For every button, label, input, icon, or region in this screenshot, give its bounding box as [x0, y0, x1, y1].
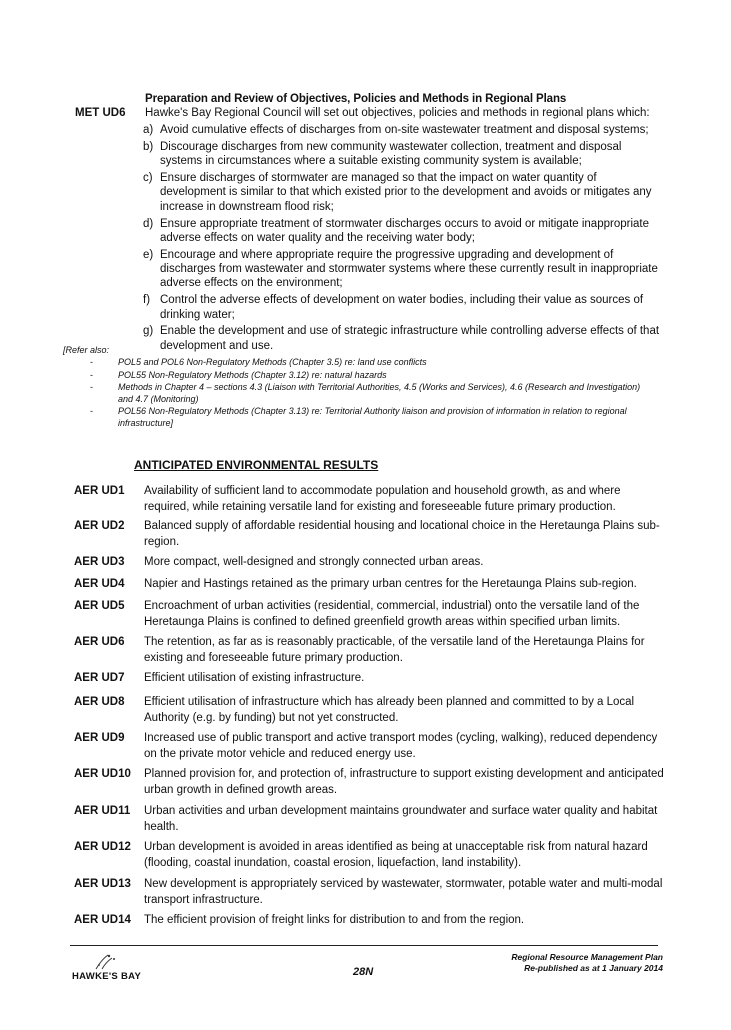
bullet-dash: - — [90, 406, 93, 417]
met-item-letter: e) — [143, 248, 154, 261]
aer-text: Encroachment of urban activities (residential, commercial, industrial) onto the versatile land of the Heretaunga Plains is confined to defined greenfield growth areas within specified urban limits. — [144, 600, 640, 628]
bullet-dash: - — [90, 369, 93, 380]
aer-code: AER UD4 — [74, 578, 125, 590]
aer-row — [74, 877, 664, 908]
met-item — [143, 140, 663, 169]
met-item-letter: a) — [143, 124, 154, 136]
met-item-letter: g) — [143, 325, 154, 338]
met-item-letter: c) — [143, 172, 153, 185]
hawkes-bay-logo — [72, 953, 152, 983]
met-item — [143, 123, 663, 137]
refer-item — [90, 406, 650, 429]
met-item-text: Ensure appropriate treatment of stormwater discharges occurs to avoid or mitigate inappropriate adverse effects on water quality and the receiving water body; — [160, 217, 649, 244]
aer-code: AER UD3 — [74, 556, 125, 568]
aer-row — [74, 599, 664, 630]
met-item-text: Discourage discharges from new community wastewater collection, treatment and disposal systems in circumstances where a suitable existing community system is available; — [160, 140, 622, 168]
republished-date: Re-published as at 1 January 2014 — [524, 963, 663, 973]
refer-item — [90, 370, 650, 382]
aer-row — [74, 695, 664, 726]
met-item-letter: d) — [143, 217, 154, 230]
aer-code: AER UD8 — [74, 696, 125, 708]
met-item — [143, 217, 663, 246]
aer-code: AER UD5 — [74, 600, 125, 612]
met-item-text: Control the adverse effects of development on water bodies, including their value as sources of drinking water; — [160, 294, 644, 321]
aer-row — [74, 840, 664, 871]
logo-text: HAWKE'S BAY — [72, 971, 142, 982]
aer-text: Planned provision for, and protection of, infrastructure to support existing development and anticipated urban growth in defined growth areas. — [144, 768, 664, 796]
refer-also-list — [90, 357, 650, 431]
aer-code: AER UD1 — [74, 485, 125, 497]
met-item — [143, 171, 663, 214]
aer-text: The retention, as far as is reasonably practicable, of the versatile land of the Heretaunga Plains for existing and foreseeable future primary production. — [144, 636, 645, 664]
aer-code: AER UD2 — [74, 520, 125, 532]
met-heading: Preparation and Review of Objectives, Policies and Methods in Regional Plans — [145, 93, 567, 105]
aer-row — [74, 804, 664, 835]
aer-row — [74, 731, 664, 762]
footer-plan-info — [511, 952, 663, 974]
aer-text: Urban development is avoided in areas identified as being at unacceptable risk from natural hazard (flooding, coastal inundation, coastal erosion, liquefaction, land instability). — [144, 841, 648, 869]
aer-text: More compact, well-designed and strongly connected urban areas. — [144, 556, 484, 568]
aer-text: New development is appropriately serviced by wastewater, stormwater, potable water and multi-modal transport infrastructure. — [144, 878, 663, 906]
aer-row — [74, 577, 664, 593]
refer-item — [90, 382, 650, 405]
bullet-dash: - — [90, 357, 93, 367]
aer-row — [74, 913, 664, 929]
page-number: 28N — [353, 966, 374, 978]
met-item — [143, 324, 663, 353]
aer-text: Napier and Hastings retained as the primary urban centres for the Heretaunga Plains sub-region. — [144, 578, 637, 590]
met-item — [143, 293, 663, 322]
aer-text: Efficient utilisation of infrastructure which has already been planned and committed to by a Local Authority (e.g. by funding) but not yet constructed. — [144, 696, 635, 724]
aer-code: AER UD11 — [74, 805, 131, 817]
met-item-letter: f) — [143, 294, 151, 307]
met-list — [143, 123, 663, 356]
aer-text: Availability of sufficient land to accommodate population and household growth, as and where required, while retaining versatile land for existing and foreseeable future primary production. — [144, 485, 621, 513]
aer-code: AER UD10 — [74, 768, 131, 780]
aer-code: AER UD7 — [74, 672, 125, 684]
aer-code: AER UD9 — [74, 732, 125, 744]
met-item — [143, 248, 663, 291]
bullet-dash: - — [90, 382, 93, 393]
refer-item-text: Methods in Chapter 4 – sections 4.3 (Liaison with Territorial Authorities, 4.5 (Works and Services), 4.6 (Research and Investigation) and 4.7 (Monitoring) — [118, 382, 641, 404]
refer-item-text: POL5 and POL6 Non-Regulatory Methods (Chapter 3.5) re: land use conflicts — [118, 357, 427, 367]
refer-item-text: POL55 Non-Regulatory Methods (Chapter 3.12) re: natural hazards — [118, 369, 387, 380]
aer-text: Urban activities and urban development maintains groundwater and surface water quality and habitat health. — [144, 805, 658, 833]
met-item-text: Encourage and where appropriate require the progressive upgrading and development of discharges from wastewater and stormwater systems where these currently result in inappropriate adverse effects on the environment; — [160, 248, 658, 290]
aer-row — [74, 519, 664, 550]
aer-text: Balanced supply of affordable residential housing and locational choice in the Heretaunga Plains sub-region. — [144, 520, 660, 548]
aer-text: Increased use of public transport and active transport modes (cycling, walking), reduced dependency on the private motor vehicle and reduced energy use. — [144, 732, 658, 760]
aer-code: AER UD6 — [74, 636, 125, 648]
refer-item-text: POL56 Non-Regulatory Methods (Chapter 3.13) re: Territorial Authority liaison and provision of information in relation to regional infrastructure] — [118, 406, 627, 428]
refer-also-label: [Refer also: — [63, 345, 110, 355]
plan-title: Regional Resource Management Plan — [511, 952, 663, 962]
met-code: MET UD6 — [75, 107, 126, 119]
aer-row — [74, 635, 664, 666]
aer-code: AER UD14 — [74, 914, 131, 926]
aer-code: AER UD13 — [74, 878, 131, 890]
met-item-text: Avoid cumulative effects of discharges from on-site wastewater treatment and disposal systems; — [160, 124, 649, 136]
met-intro: Hawke's Bay Regional Council will set out objectives, policies and methods in regional plans which: — [145, 107, 650, 119]
refer-item — [90, 357, 650, 369]
met-item-letter: b) — [143, 140, 154, 153]
aer-heading: ANTICIPATED ENVIRONMENTAL RESULTS — [134, 458, 379, 472]
aer-code: AER UD12 — [74, 841, 131, 853]
aer-row — [74, 767, 664, 798]
aer-text: Efficient utilisation of existing infrastructure. — [144, 672, 365, 684]
footer-divider — [70, 945, 658, 946]
logo-mark-icon — [88, 953, 128, 971]
aer-row — [74, 671, 664, 687]
met-item-text: Enable the development and use of strategic infrastructure while controlling adverse effects of that development and use. — [160, 325, 660, 352]
aer-text: The efficient provision of freight links for distribution to and from the region. — [144, 914, 525, 926]
aer-row — [74, 484, 664, 515]
met-item-text: Ensure discharges of stormwater are managed so that the impact on water quantity of development is similar to that which existed prior to the development and avoids or mitigates any increase in downstream flood risk; — [160, 172, 652, 213]
aer-row — [74, 555, 664, 571]
